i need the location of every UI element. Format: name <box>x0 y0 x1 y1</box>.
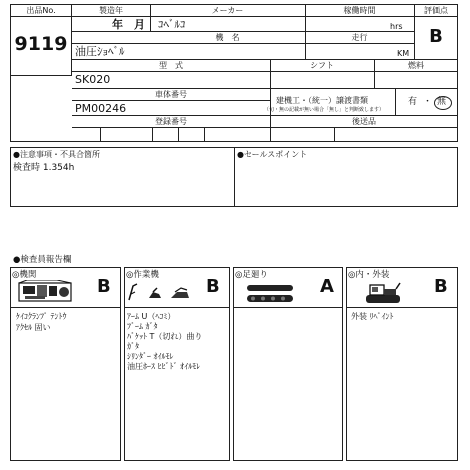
travel-label: 走行 <box>351 33 368 42</box>
cab-exterior-icon <box>364 281 402 309</box>
panel-exterior-title: ◎内・外装 <box>348 270 390 280</box>
maker-label: メーカー <box>211 6 244 15</box>
cert-yes: 有 <box>408 97 418 107</box>
km-unit: KM <box>397 49 410 58</box>
hours-unit: hrs <box>390 22 403 31</box>
fuel-label: 燃料 <box>408 61 424 70</box>
crawler-track-icon <box>245 283 297 309</box>
year-label: 製造年 <box>99 6 123 15</box>
inspection-title: ●検査員報告欄 <box>13 255 72 265</box>
lot-number: 9119 <box>14 33 68 55</box>
panel-work-note-4: ｶﾞﾀ <box>127 342 139 351</box>
panel-work-title: ◎作業機 <box>126 270 159 280</box>
panel-work-note-1: ｱｰﾑ U（ﾍｺﾐ） <box>127 312 176 321</box>
sales-title: ●セールスポイント <box>237 150 308 159</box>
panel-engine-note-1: ｹｲｺｸﾗﾝﾌﾟ ﾃﾝﾄｳ <box>16 312 67 321</box>
after-label: 後送品 <box>352 117 376 126</box>
overall-grade: B <box>429 26 443 47</box>
caution-text: 検査時 1.354h <box>13 163 75 173</box>
serial-value: PM00246 <box>75 102 127 115</box>
cert-dot: ・ <box>423 97 433 107</box>
grade-label: 評価点 <box>424 6 448 15</box>
panel-work-grade: B <box>206 276 220 297</box>
cert-no: 無 <box>437 97 447 107</box>
panel-engine-note-2: ｱｸｾﾙ 固い <box>16 323 51 332</box>
model-name-label: 機 名 <box>215 33 240 42</box>
type-label: 型 式 <box>159 61 183 70</box>
caution-title: ●注意事項・不具合箇所 <box>13 150 100 159</box>
panel-undercarriage-title: ◎足廻り <box>235 270 268 280</box>
panel-engine-grade: B <box>97 276 111 297</box>
cert-note: （旬・無の記載が無い場合「無し」と判断致します） <box>264 107 385 113</box>
panel-work-note-5: ｼﾘﾝﾀﾞｰ ｵｲﾙﾓﾚ <box>127 352 174 361</box>
panel-work-note-6: 油圧ﾎｰｽ ﾋﾋﾞﾄﾞ ｵｲﾙﾓﾚ <box>127 362 201 371</box>
reg-label: 登録番号 <box>155 117 187 126</box>
panel-undercarriage-grade: A <box>320 276 334 297</box>
shift-label: シフト <box>310 61 334 70</box>
hours-label: 稼働時間 <box>343 6 376 15</box>
boom-arm-bucket-icon <box>127 282 193 306</box>
panel-exterior-note-1: 外装 ﾘﾍﾟｲﾝﾄ <box>351 312 394 321</box>
panel-work-note-3: ﾊﾞｹｯﾄ T（切れ）曲り <box>127 332 203 341</box>
panel-work-note-2: ﾌﾞｰﾑ ｶﾞﾀ <box>127 322 158 331</box>
engine-icon <box>17 280 75 307</box>
machine-name: 油圧ｼｮﾍﾞﾙ <box>75 45 125 58</box>
serial-label: 車体番号 <box>155 90 187 99</box>
panel-exterior-grade: B <box>434 276 448 297</box>
cert-label: 建機工・（統一）譲渡書類 <box>276 96 368 105</box>
maker-value: ｺﾍﾞﾙｺ <box>158 18 186 31</box>
panel-engine-title: ◎機関 <box>12 270 37 280</box>
lot-label: 出品No. <box>26 6 56 15</box>
type-value: SK020 <box>75 73 111 86</box>
year-value: 年 月 <box>112 18 145 31</box>
